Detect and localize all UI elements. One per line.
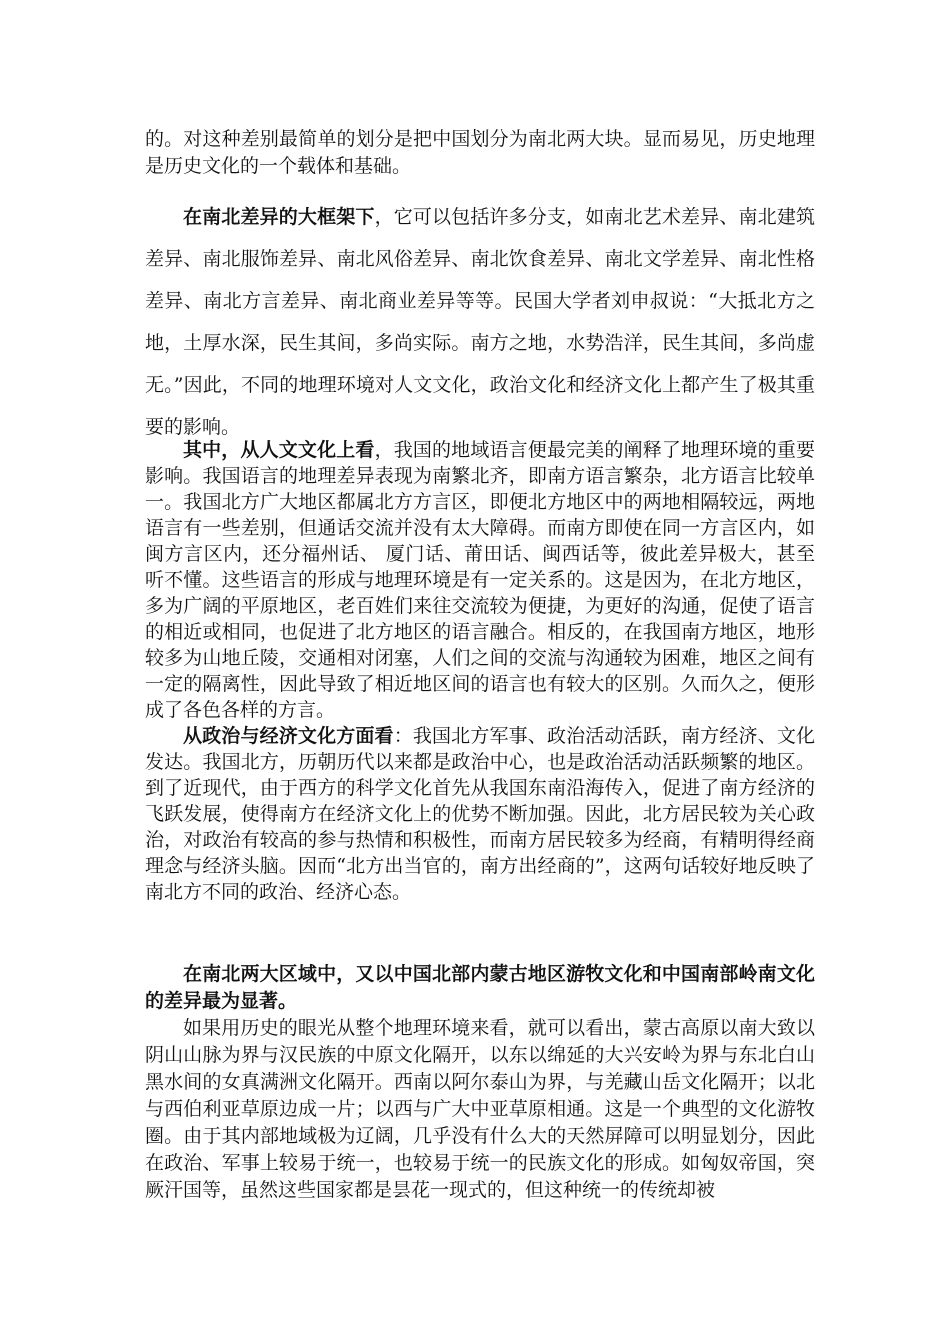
paragraph-text: 如果用历史的眼光从整个地理环境来看，就可以看出，蒙古高原以南大致以阴山山脉为界与汉民族的中原文化隔开，以东以绵延的大兴安岭为界与东北白山黑水间的女真满洲文化隔开。西南以阿尔泰山为界，与羌藏山岳文化隔开；以北与西伯利亚草原边成一片；以西与广大中亚草原相通。这是一个典型的文化游牧圈。由于其内部地域极为辽阔，几乎没有什么大的天然屏障可以明显划分，因此在政治、军事上较易于统一，也较易于统一的民族文化的形成。如匈奴帝国，突厥汗国等，虽然这些国家都是昙花一现式的，但这种统一的传统却被 [145, 1017, 815, 1201]
paragraph-lead: 其中，从人文文化上看 [183, 439, 375, 461]
paragraph-body [145, 196, 815, 448]
paragraph-text: ，它可以包括许多分支，如南北艺术差异、南北建筑差异、南北服饰差异、南北风俗差异、南北饮食差异、南北文学差异、南北性格差异、南北方言差异、南北商业差异等等。民国大学者刘申叔说：“大抵北方之地，土厚水深，民生其间，多尚实际。南方之地，水势浩洋，民生其间，多尚虚无。”因此，不同的地理环境对人文文化，政治文化和经济文化上都产生了极其重要的影响。 [145, 206, 815, 438]
paragraph-lead: 在南北差异的大框架下 [183, 206, 375, 228]
paragraph-group-culture [145, 437, 815, 905]
paragraph-intro [145, 126, 815, 180]
paragraph-text: 的。对这种差别最简单的划分是把中国划分为南北两大块。显而易见，历史地理是历史文化的一个载体和基础。 [145, 128, 815, 177]
section-heading: 在南北两大区域中，又以中国北部内蒙古地区游牧文化和中国南部岭南文化的差异最为显著。 [145, 963, 815, 1012]
paragraph-group-mongolia-lingnan [145, 961, 815, 1204]
paragraph-text: ：我国北方军事、政治活动活跃，南方经济、文化发达。我国北方，历朝历代以来都是政治中心，也是政治活动活跃频繁的地区。到了近现代，由于西方的科学文化首先从我国东南沿海传入，促进了南方经济的飞跃发展，使得南方在经济文化上的优势不断加强。因此，北方居民较为关心政治，对政治有较高的参与热情和积极性，而南方居民较多为经商，有精明得经商理念与经济头脑。因而“北方出当官的，南方出经商的”，这两句话较好地反映了南北方不同的政治、经济心态。 [145, 725, 815, 903]
paragraph-humanities [145, 437, 815, 723]
paragraph-lead: 从政治与经济文化方面看 [183, 725, 394, 747]
paragraph-text: ，我国的地域语言便最完美的阐释了地理环境的重要影响。我国语言的地理差异表现为南繁北齐，即南方语言繁杂，北方语言比较单一。我国北方广大地区都属北方方言区，即便北方地区中的两地相隔较远，两地语言有一些差别，但通话交流并没有太大障碍。而南方即使在同一方言区内，如闽方言区内，还分福州话、 厦门话、莆田话、闽西话等，彼此差异极大，甚至听不懂。这些语言的形成与地理环境是有一定关系的。这是因为，在北方地区，多为广阔的平原地区，老百姓们来往交流较为便捷，为更好的沟通，促使了语言的相近或相同，也促进了北方地区的语言融合。相反的，在我国南方地区，地形较多为山地丘陵，交通相对闭塞，人们之间的交流与沟通较为困难，地区之间有一定的隔离性，因此导致了相近地区间的语言也有较大的区别。久而久之，便形成了各色各样的方言。 [145, 439, 815, 721]
paragraph-politics-economy [145, 723, 815, 905]
paragraph-north-south-framework [145, 196, 815, 448]
